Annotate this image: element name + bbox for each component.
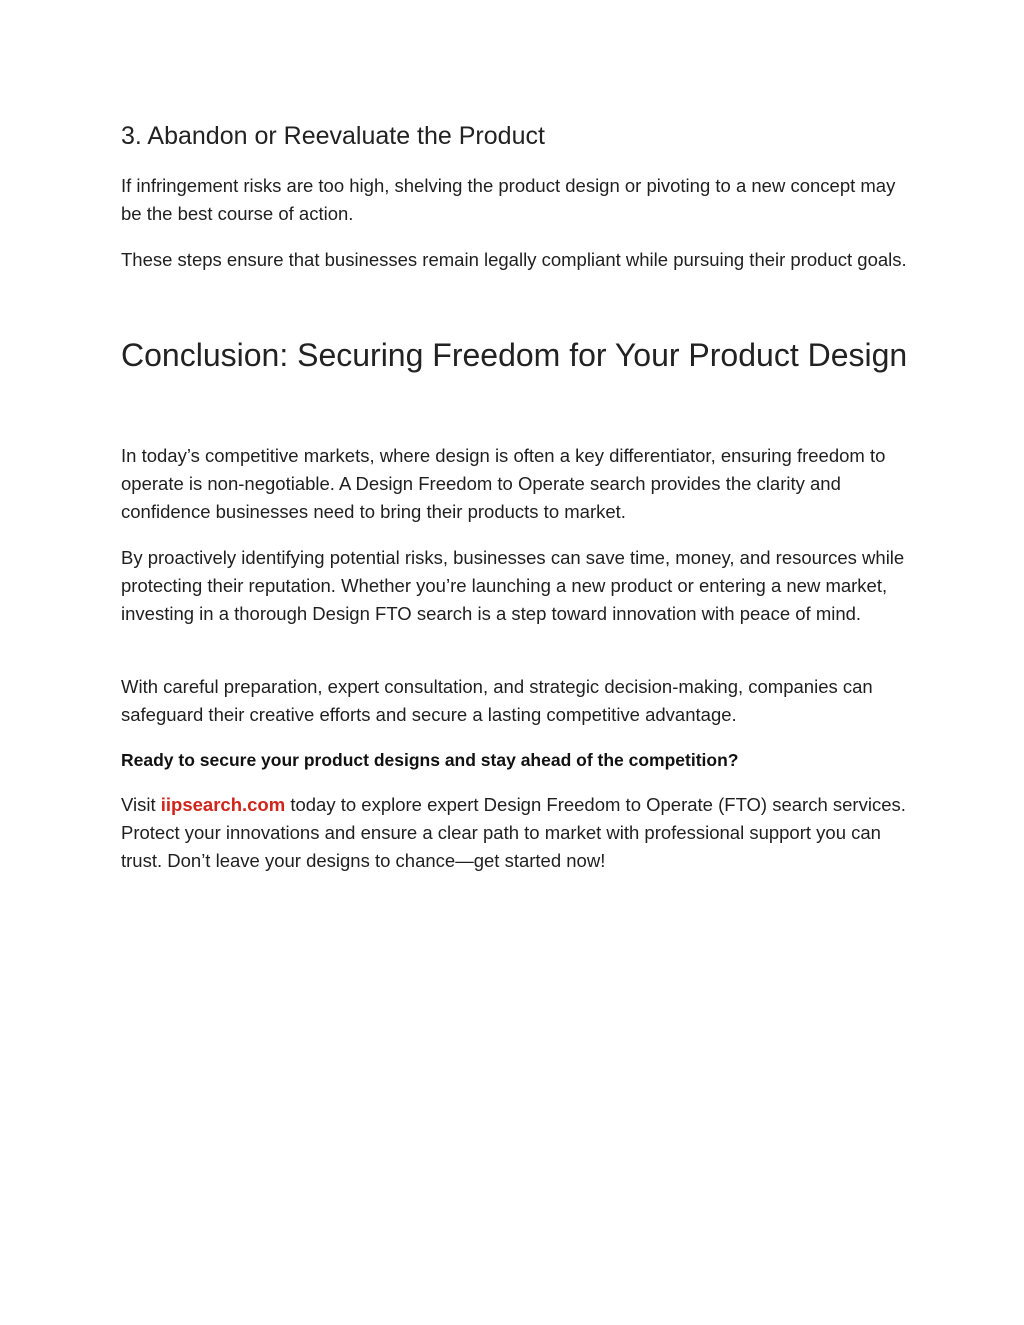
cta-heading: Ready to secure your product designs and stay ahead of the competition? — [121, 750, 739, 770]
section-paragraph-2: These steps ensure that businesses remain legally compliant while pursuing their product goals. — [121, 249, 907, 270]
cta-paragraph — [121, 791, 911, 875]
conclusion-paragraph-2: By proactively identifying potential risks, businesses can save time, money, and resources while protecting their reputation. Whether you’re launching a new product or entering a new market, investing in a thorough Design FTO search is a step toward innovation with peace of mind. — [121, 547, 905, 624]
cta-suffix: today to explore expert Design Freedom to Operate (FTO) search services. Protect your innovations and ensure a clear path to market with professional support you can trust. Don’t leave your designs to chance—get started now! — [121, 794, 906, 871]
cta-prefix: Visit — [121, 794, 161, 815]
section-heading: 3. Abandon or Reevaluate the Product — [121, 122, 545, 150]
conclusion-paragraph-3: With careful preparation, expert consultation, and strategic decision-making, companies can safeguard their creative efforts and secure a lasting competitive advantage. — [121, 676, 873, 725]
section-paragraph-1: If infringement risks are too high, shelving the product design or pivoting to a new concept may be the best course of action. — [121, 175, 896, 224]
iipsearch-link[interactable]: iipsearch.com — [160, 794, 286, 815]
conclusion-heading: Conclusion: Securing Freedom for Your Product Design — [121, 337, 908, 373]
conclusion-paragraph-1: In today’s competitive markets, where design is often a key differentiator, ensuring freedom to operate is non-negotiable. A Design Freedom to Operate search provides the clarity and confidence businesses need to bring their products to market. — [121, 445, 886, 522]
